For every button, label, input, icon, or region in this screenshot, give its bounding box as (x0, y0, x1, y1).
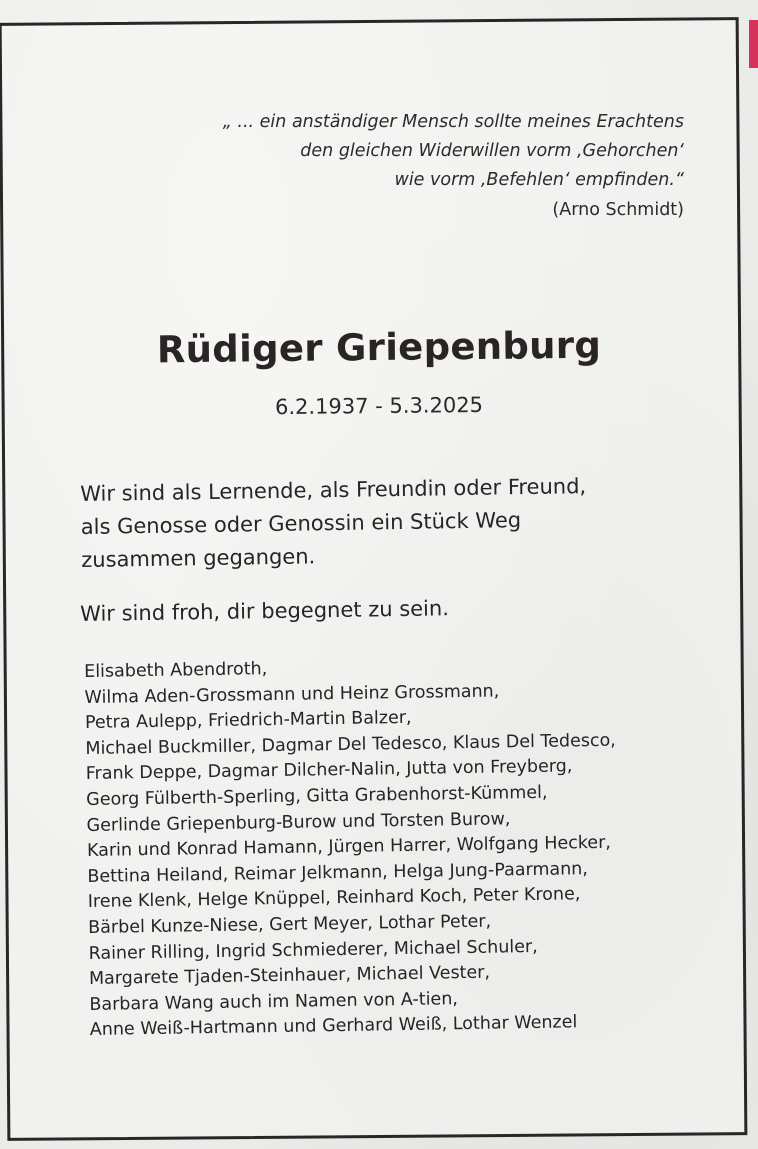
signatory-line: Irene Klenk, Helge Knüppel, Reinhard Koch, Peter Krone, (87, 884, 581, 913)
signatory-line: Bettina Heiland, Reimar Jelkmann, Helga Jung-Paarmann, (87, 858, 589, 887)
signatory-line: Michael Buckmiller, Dagmar Del Tedesco, Klaus Del Tedesco, (85, 730, 616, 759)
signatory-line: Bärbel Kunze-Niese, Gert Meyer, Lothar Peter, (88, 911, 492, 938)
signatory-line: Karin und Konrad Hamann, Jürgen Harrer, Wolfgang Hecker, (86, 832, 612, 862)
red-edge-marker (749, 20, 758, 68)
quote-author: (Arno Schmidt) (552, 200, 684, 220)
signatory-line: Wilma Aden-Grossmann und Heinz Grossmann, (84, 681, 500, 708)
signatory-line: Margarete Tjaden-Steinhauer, Michael Vester, (88, 962, 491, 990)
signatory-line: Georg Fülberth-Sperling, Gitta Grabenhorst-Kümmel, (86, 782, 548, 810)
message-line: Wir sind als Lernende, als Freundin oder Freund, (80, 474, 587, 506)
message-line: zusammen gegangen. (81, 544, 316, 572)
epigraph-quote (223, 108, 684, 225)
closing-sentence: Wir sind froh, dir begegnet zu sein. (80, 596, 450, 626)
quote-line: wie vorm ‚Befehlen‘ empfinden.“ (394, 170, 684, 190)
signatory-line: Barbara Wang auch im Namen von A-tien, (89, 988, 459, 1015)
memorial-message (80, 470, 587, 577)
signatory-line: Frank Deppe, Dagmar Dilcher-Nalin, Jutta von Freyberg, (85, 756, 573, 785)
signatory-line: Rainer Rilling, Ingrid Schmiederer, Michael Schuler, (88, 936, 538, 964)
signatory-line: Anne Weiß-Hartmann und Gerhard Weiß, Lothar Wenzel (89, 1012, 578, 1041)
signatory-line: Gerlinde Griepenburg-Burow und Torsten Burow, (86, 808, 511, 836)
signatory-line: Elisabeth Abendroth, (84, 659, 268, 682)
quote-line: „ ... ein anständiger Mensch sollte meines Erachtens (222, 112, 684, 132)
deceased-name: Rüdiger Griepenburg (156, 323, 602, 372)
message-line: als Genosse oder Genossin ein Stück Weg (80, 508, 522, 539)
quote-line: den gleichen Widerwillen vorm ‚Gehorchen‘ (300, 141, 684, 161)
life-dates: 6.2.1937 - 5.3.2025 (274, 392, 484, 420)
signatory-list (84, 652, 620, 1044)
signatory-line: Petra Aulepp, Friedrich-Martin Balzer, (84, 708, 412, 734)
